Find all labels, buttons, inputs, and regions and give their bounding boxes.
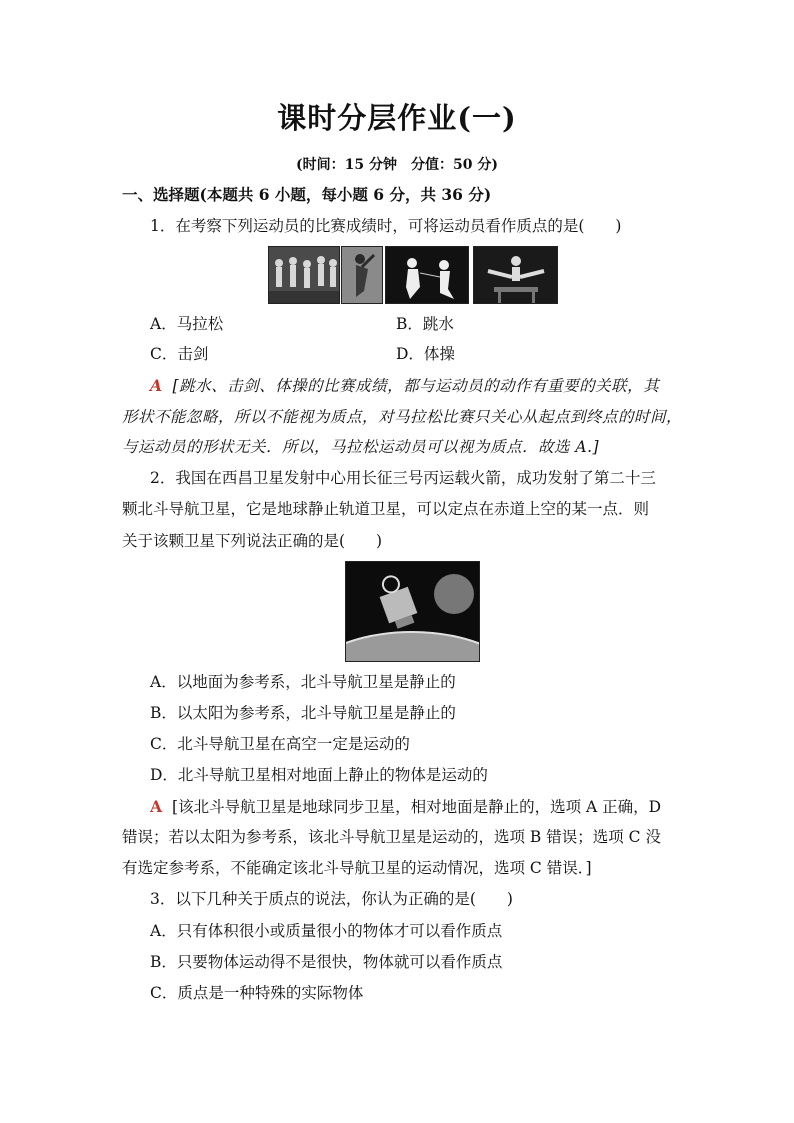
diving-photo bbox=[341, 246, 383, 304]
q2-stem-line-3: 关于该颗卫星下列说法正确的是( ) bbox=[122, 532, 383, 550]
q3-stem: 3．以下几种关于质点的说法，你认为正确的是( ) bbox=[150, 890, 513, 908]
q3-option-a: A．只有体积很小或质量很小的物体才可以看作质点 bbox=[150, 922, 503, 940]
q2-explanation-line-1: A [该北斗导航卫星是地球同步卫星，相对地面是静止的，选项 A 正确，D bbox=[150, 797, 662, 816]
marathon-photo bbox=[268, 246, 340, 304]
q1-stem: 1．在考察下列运动员的比赛成绩时，可将运动员看作质点的是( ) bbox=[150, 217, 622, 235]
q2-stem-line-1: 2．我国在西昌卫星发射中心用长征三号丙运载火箭，成功发射了第二十三 bbox=[150, 469, 656, 487]
q2-option-c: C．北斗导航卫星在高空一定是运动的 bbox=[150, 735, 410, 753]
q2-stem-line-2: 颗北斗导航卫星，它是地球静止轨道卫星，可以定点在赤道上空的某一点．则 bbox=[122, 500, 650, 518]
page-title: 课时分层作业(一) bbox=[277, 101, 517, 135]
fencing-photo bbox=[385, 246, 469, 304]
q2-explanation-line-3: 有选定参考系，不能确定该北斗导航卫星的运动情况，选项 C 错误．] bbox=[122, 859, 592, 877]
q2-option-d: D．北斗导航卫星相对地面上静止的物体是运动的 bbox=[150, 766, 488, 784]
q1-answer: A bbox=[150, 376, 163, 395]
q1-explanation-line-2: 形状不能忽略，所以不能视为质点，对马拉松比赛只关心从起点到终点的时间， bbox=[122, 408, 683, 426]
q1-option-a: A．马拉松 bbox=[150, 315, 224, 333]
section-heading: 一、选择题(本题共 6 小题，每小题 6 分，共 36 分) bbox=[122, 185, 492, 204]
satellite-photo bbox=[345, 561, 480, 662]
gymnastics-photo bbox=[473, 246, 558, 304]
q3-option-c: C．质点是一种特殊的实际物体 bbox=[150, 984, 364, 1002]
q1-option-d: D．体操 bbox=[396, 345, 455, 363]
q1-option-b: B．跳水 bbox=[396, 315, 454, 333]
time-score-info: (时间：15 分钟 分值：50 分) bbox=[296, 157, 498, 173]
q1-explanation-line-3: 与运动员的形状无关．所以，马拉松运动员可以视为质点．故选 A.] bbox=[122, 438, 600, 456]
q2-answer: A bbox=[150, 797, 163, 816]
q1-option-c: C．击剑 bbox=[150, 345, 209, 363]
q2-option-b: B．以太阳为参考系，北斗导航卫星是静止的 bbox=[150, 704, 456, 722]
q3-option-b: B．只要物体运动得不是很快，物体就可以看作质点 bbox=[150, 953, 503, 971]
q2-option-a: A．以地面为参考系，北斗导航卫星是静止的 bbox=[150, 673, 456, 691]
q1-explanation-line-1: A [跳水、击剑、体操的比赛成绩，都与运动员的动作有重要的关联，其 bbox=[150, 376, 660, 395]
q2-explanation-line-2: 错误；若以太阳为参考系，该北斗导航卫星是运动的，选项 B 错误；选项 C 没 bbox=[122, 828, 661, 846]
